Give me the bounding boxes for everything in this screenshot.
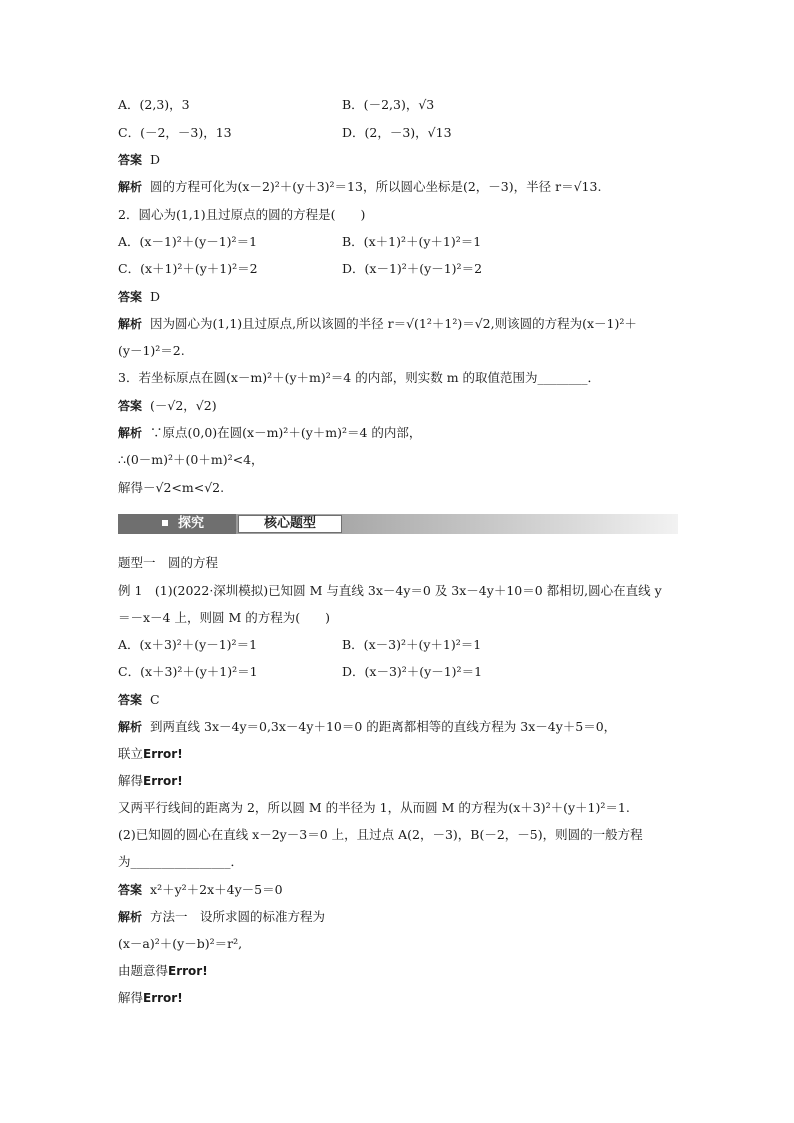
banner-explore-tag: [118, 514, 236, 534]
q1-analysis: 圆的方程可化为(x－2)²＋(y＋3)²＝13，所以圆心坐标是(2，－3)，半径 r＝√13.: [150, 179, 602, 194]
ex1-analysis: 到两直线 3x－4y＝0,3x－4y＋10＝0 的距离都相等的直线方程为 3x－4y＋5＝0，: [150, 719, 617, 734]
error-text: Error!: [143, 747, 183, 761]
q2-analysis-1: 因为圆心为(1,1)且过原点,所以该圆的半径 r＝√(1²＋1²)＝√2,则该圆的方程为(x－1)²＋: [150, 316, 637, 331]
answer-label: 答案: [118, 153, 143, 167]
q1-answer-row: [118, 151, 160, 169]
example1-line1: 例 1 (1)(2022·深圳模拟)已知圆 M 与直线 3x－4y＝0 及 3x－4y＋10＝0 都相切,圆心在直线 y: [118, 583, 662, 598]
ex1-jiede: 解得: [118, 773, 144, 788]
q3-analysis-3: 解得－√2<m<√2.: [118, 480, 225, 495]
ex2-jiede: 解得: [118, 990, 144, 1005]
answer-label: 答案: [118, 399, 143, 413]
error-text: Error!: [143, 991, 183, 1005]
q3-analysis-row: [118, 424, 421, 442]
q2-option-a: A．(x－1)²＋(y－1)²＝1: [118, 234, 258, 249]
ex2-jiede-row: [118, 989, 183, 1007]
ex2-youti-row: [118, 962, 208, 980]
q3-answer: (－√2，√2): [150, 398, 217, 413]
ex1-option-b: B．(x－3)²＋(y＋1)²＝1: [342, 637, 482, 652]
q2-answer: D: [150, 289, 161, 304]
ex2-youti: 由题意得: [118, 963, 169, 978]
q2-stem: 2．圆心为(1,1)且过原点的圆的方程是( ): [118, 207, 366, 222]
analysis-label: 解析: [118, 426, 143, 440]
error-text: Error!: [143, 774, 183, 788]
analysis-label: 解析: [118, 180, 143, 194]
ex2-analysis: 方法一 设所求圆的标准方程为: [150, 909, 326, 924]
ex1-conclusion: 又两平行线间的距离为 2，所以圆 M 的半径为 1，从而圆 M 的方程为(x＋3)²＋(y＋1)²＝1.: [118, 800, 630, 815]
ex2-standard-eq: (x－a)²＋(y－b)²＝r²,: [118, 936, 243, 951]
q3-analysis-1: ∵原点(0,0)在圆(x－m)²＋(y＋m)²＝4 的内部，: [150, 425, 422, 440]
q2-answer-row: [118, 288, 160, 306]
ex2-analysis-row: [118, 908, 325, 926]
analysis-label: 解析: [118, 317, 143, 331]
answer-label: 答案: [118, 290, 143, 304]
q1-analysis-row: [118, 178, 601, 196]
example2-line2: 为________________．: [118, 854, 244, 869]
type-title: 题型一 圆的方程: [118, 555, 219, 570]
answer-label: 答案: [118, 693, 143, 707]
ex2-answer: x²＋y²＋2x＋4y－5＝0: [150, 882, 283, 897]
q3-answer-row: [118, 397, 217, 415]
q2-option-c: C．(x＋1)²＋(y＋1)²＝2: [118, 261, 258, 276]
q1-answer: D: [150, 152, 161, 167]
example1-line2: ＝－x－4 上，则圆 M 的方程为( ): [118, 610, 330, 625]
analysis-label: 解析: [118, 910, 143, 924]
error-text: Error!: [168, 964, 208, 978]
banner-core-tag: 核心题型: [238, 515, 342, 533]
example2-line1: (2)已知圆的圆心在直线 x－2y－3＝0 上，且过点 A(2，－3)，B(－2，－5)，则圆的一般方程: [118, 827, 643, 842]
ex1-lianli: 联立: [118, 746, 144, 761]
ex1-option-d: D．(x－3)²＋(y－1)²＝1: [342, 664, 483, 679]
q2-option-b: B．(x＋1)²＋(y＋1)²＝1: [342, 234, 482, 249]
banner-left-label: 探究: [178, 516, 205, 531]
ex1-lianli-row: [118, 745, 183, 763]
q3-analysis-2: ∴(0－m)²＋(0＋m)²<4，: [118, 452, 264, 467]
q1-option-a: A．(2,3)，3: [118, 97, 190, 112]
square-bullet-icon: [162, 520, 168, 526]
q1-option-d: D．(2，－3)，√13: [342, 125, 452, 140]
ex2-answer-row: [118, 881, 283, 899]
ex1-answer: C: [150, 692, 160, 707]
q2-analysis-row: [118, 315, 637, 333]
q2-analysis-2: (y－1)²＝2.: [118, 343, 185, 358]
q2-option-d: D．(x－1)²＋(y－1)²＝2: [342, 261, 483, 276]
ex1-analysis-row: [118, 718, 616, 736]
q1-option-c: C．(－2，－3)，13: [118, 125, 232, 140]
ex1-option-a: A．(x＋3)²＋(y－1)²＝1: [118, 637, 258, 652]
answer-label: 答案: [118, 883, 143, 897]
section-banner: [118, 514, 678, 534]
q3-stem: 3．若坐标原点在圆(x－m)²＋(y＋m)²＝4 的内部，则实数 m 的取值范围为________．: [118, 370, 601, 385]
analysis-label: 解析: [118, 720, 143, 734]
ex1-answer-row: [118, 691, 160, 709]
q1-option-b: B．(－2,3)，√3: [342, 97, 435, 112]
ex1-jiede-row: [118, 772, 183, 790]
ex1-option-c: C．(x＋3)²＋(y＋1)²＝1: [118, 664, 258, 679]
